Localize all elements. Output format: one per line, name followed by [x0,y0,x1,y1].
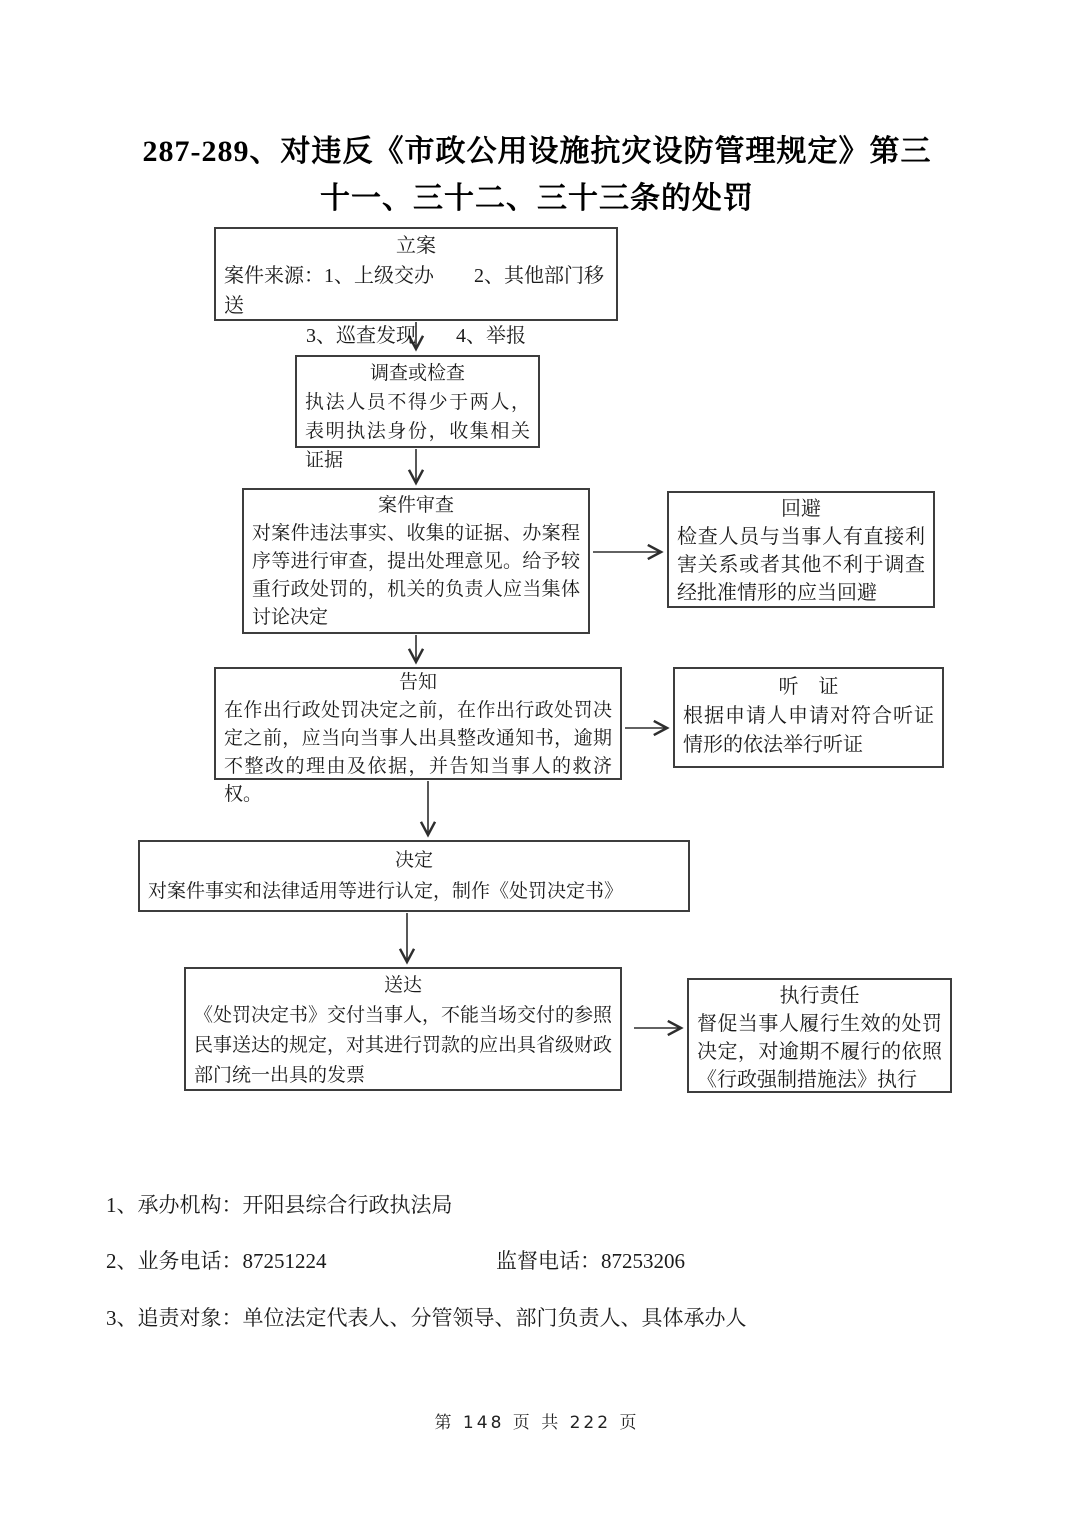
flow-box-investigation-body: 执法人员不得少于两人，表明执法身份，收集相关证据 [305,392,530,471]
flow-box-filing-title: 立案 [396,235,436,257]
flow-box-hearing-title: 听 证 [778,676,839,698]
flow-box-delivery-title: 送达 [383,975,422,996]
flow-box-execution-title: 执行责任 [779,985,860,1007]
flow-box-hearing [673,667,944,768]
flow-box-execution [687,978,952,1093]
flow-box-notification-body: 在作出行政处罚决定之前，在作出行政处罚决定之前，应当向当事人出具整改通知书，逾期不整改的理由及依据，并告知当事人的救济权。 [224,700,612,805]
flow-box-investigation [295,355,540,471]
flow-box-recusal-title: 回避 [781,498,821,520]
flow-box-decision [138,840,690,912]
page-title [0,128,1074,222]
flow-box-filing-sources-line2: 3、巡查发现 4、举报 [306,325,526,347]
note-accountability: 3、追责对象：单位法定代表人、分管领导、部门负责人、具体承办人 [106,1306,747,1330]
flow-box-investigation-title: 调查或检查 [369,363,465,384]
note-agency: 1、承办机构：开阳县综合行政执法局 [106,1193,453,1217]
flow-box-execution-body: 督促当事人履行生效的处罚决定，对逾期不履行的依照《行政强制措施法》执行 [697,1013,942,1091]
flow-box-notification-title: 告知 [398,672,437,693]
flow-box-review-title: 案件审查 [377,495,454,516]
page-footer: 第 148 页 共 222 页 [434,1413,640,1433]
flow-box-decision-title: 决定 [394,850,433,871]
page-title-line1: 287-289、对违反《市政公用设施抗灾设防管理规定》第三 [142,135,932,168]
flow-box-filing-sources-line1: 案件来源：1、上级交办 2、其他部门移送 [224,265,604,317]
flow-box-recusal-body: 检查人员与当事人有直接利害关系或者其他不利于调查经批准情形的应当回避 [677,526,925,604]
flow-box-review-body: 对案件违法事实、收集的证据、办案程序等进行审查，提出处理意见。给予较重行政处罚的，机关的负责人应当集体讨论决定 [252,523,580,628]
note-phone-supervision: 监督电话：87253206 [496,1249,685,1273]
flow-box-filing [214,227,618,347]
page-title-line2: 十一、三十二、三十三条的处罚 [320,182,754,215]
flow-box-hearing-body: 根据申请人申请对符合听证情形的依法举行听证 [683,705,934,756]
flow-box-review [242,488,590,634]
flow-box-decision-body: 对案件事实和法律适用等进行认定，制作《处罚决定书》 [148,881,624,902]
flow-box-notification [214,667,622,805]
note-phone-business: 2、业务电话：87251224 [106,1249,327,1273]
flow-box-delivery [184,967,622,1091]
flow-box-recusal [667,491,935,608]
flow-box-delivery-body: 《处罚决定书》交付当事人，不能当场交付的参照民事送达的规定，对其进行罚款的应出具省级财政部门统一出具的发票 [194,1005,613,1086]
